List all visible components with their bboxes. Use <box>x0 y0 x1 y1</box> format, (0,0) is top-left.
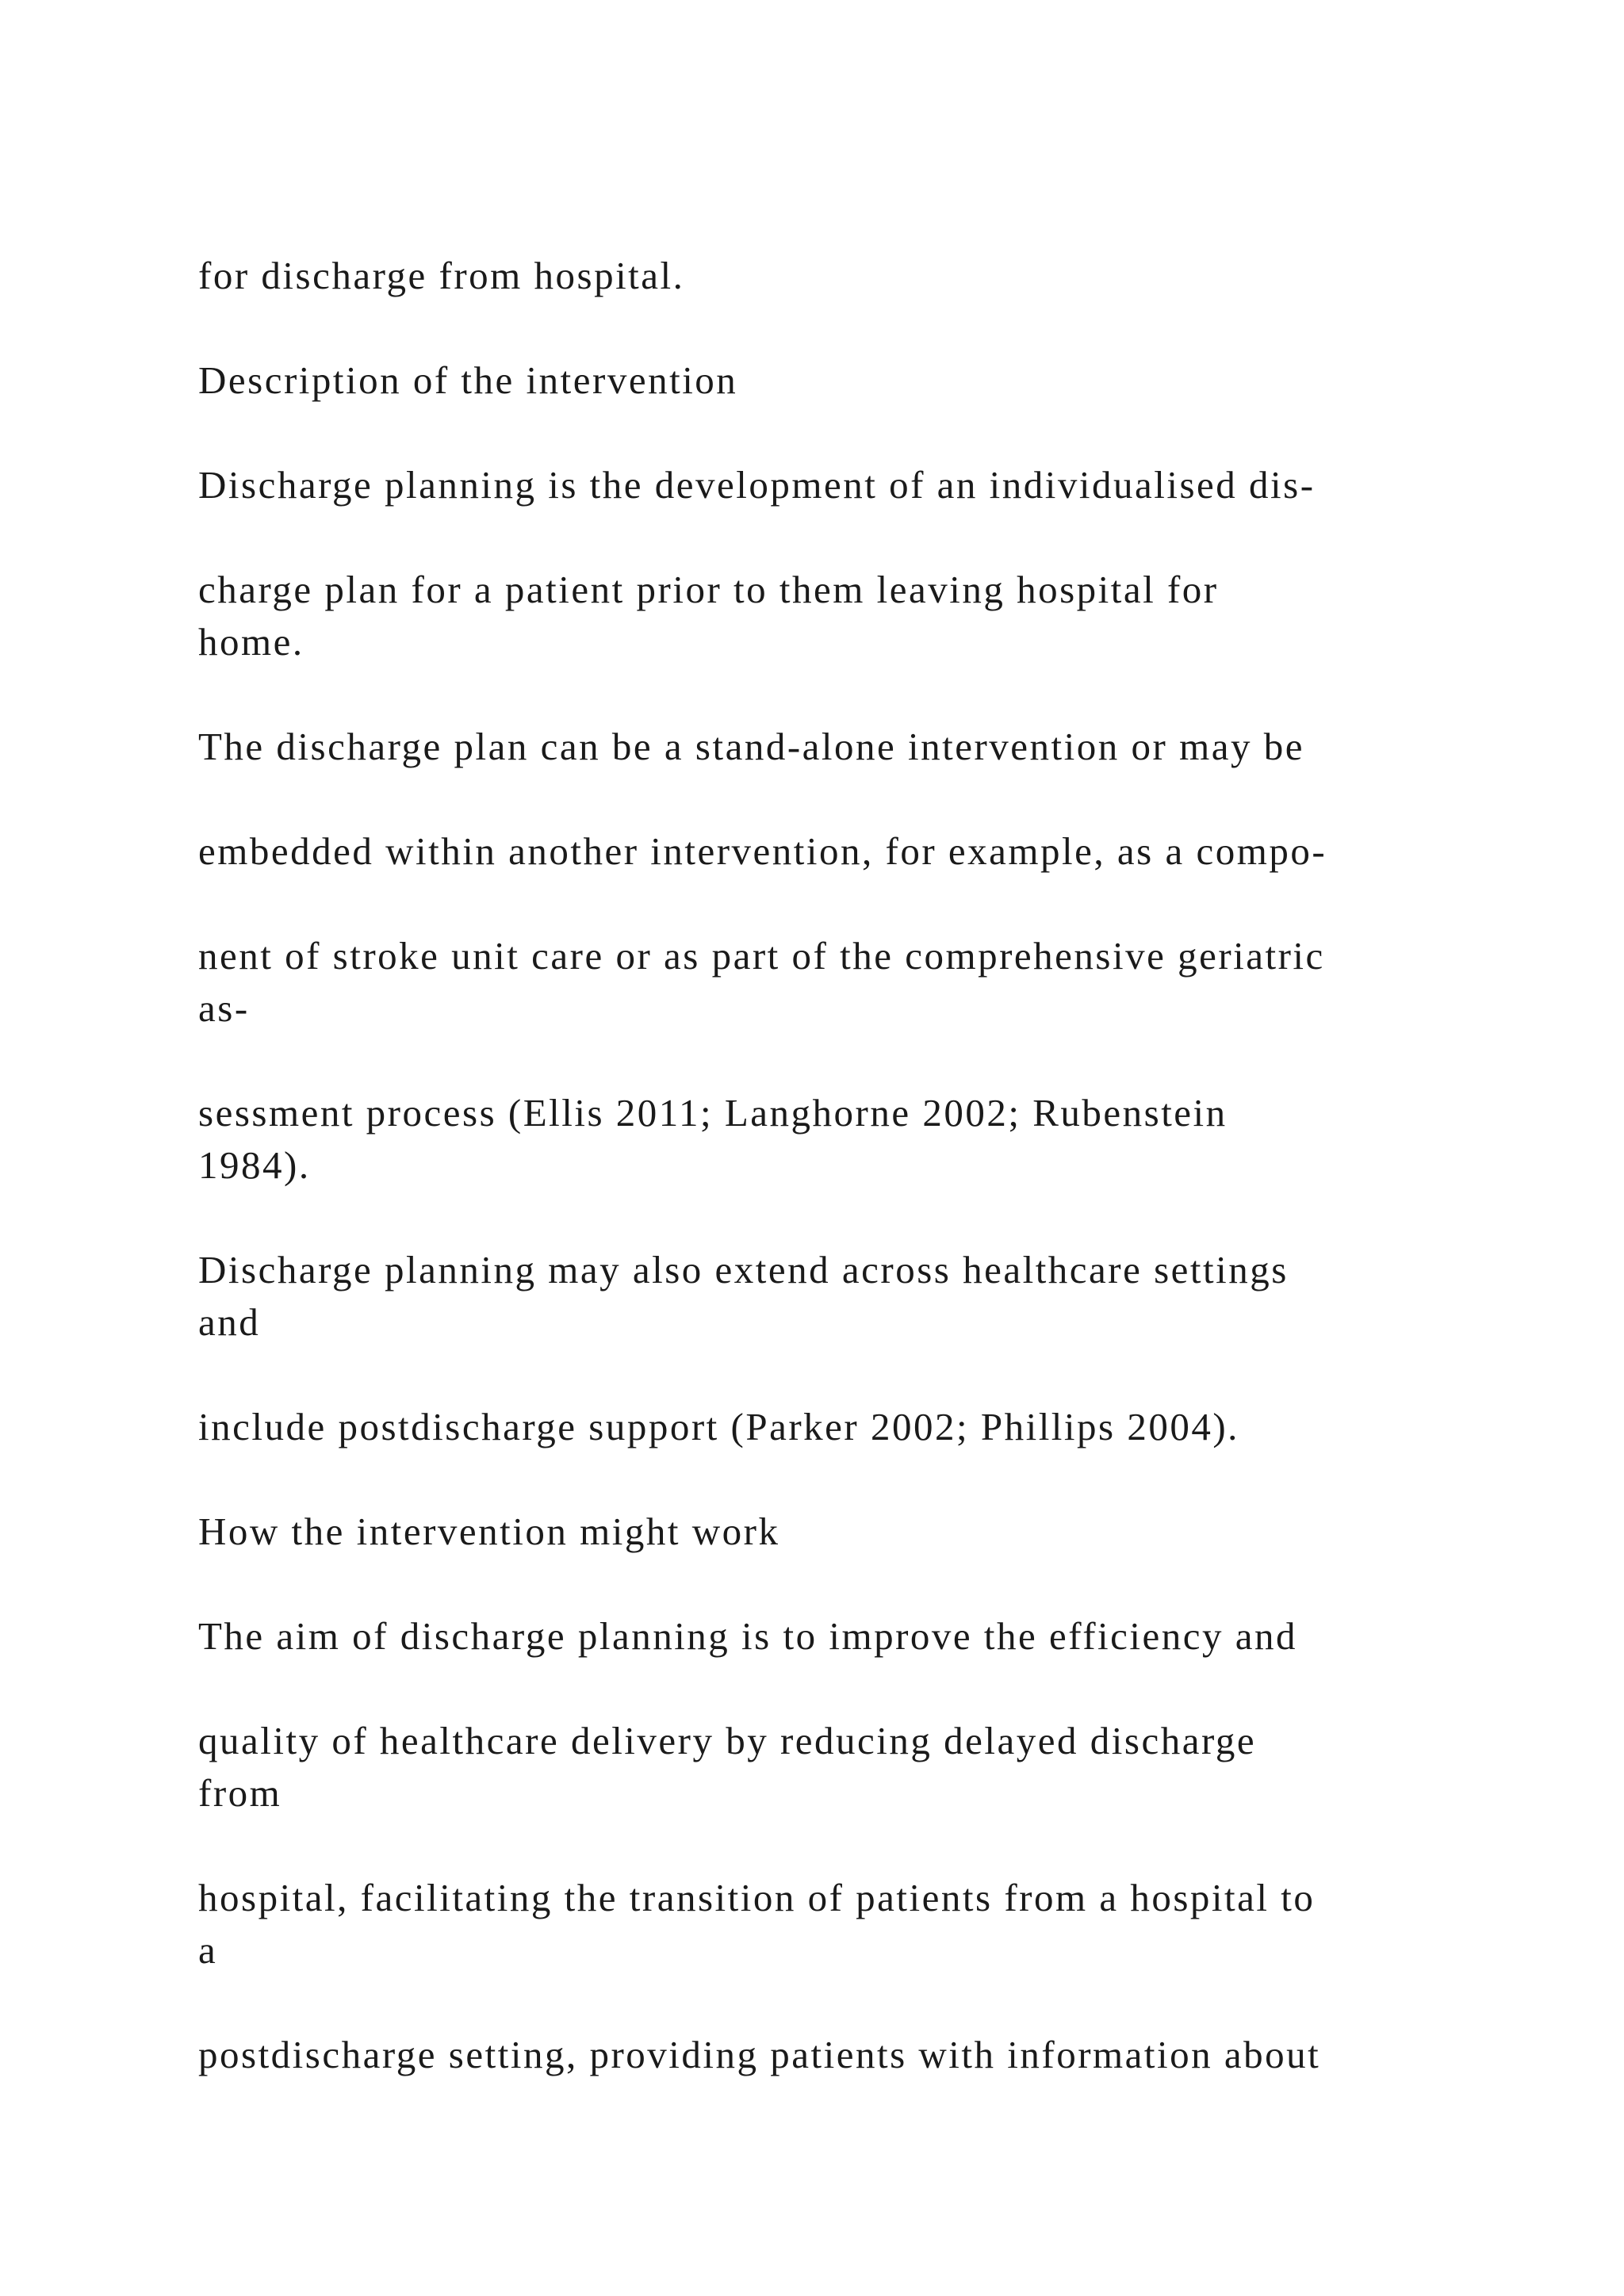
text-paragraph <box>198 1610 1451 1663</box>
text-line: embedded within another intervention, for example, as a compo- <box>198 829 1327 873</box>
text-line: Discharge planning may also extend across healthcare settings <box>198 1248 1289 1292</box>
section-heading <box>198 1506 1451 1558</box>
text-paragraph <box>198 1715 1451 1820</box>
text-line: home. <box>198 620 304 664</box>
text-paragraph <box>198 825 1451 878</box>
text-line: and <box>198 1300 261 1344</box>
text-line: 1984). <box>198 1143 311 1187</box>
text-paragraph <box>198 1872 1451 1976</box>
text-paragraph <box>198 564 1451 668</box>
text-paragraph <box>198 1244 1451 1349</box>
text-line: sessment process (Ellis 2011; Langhorne 2002; Rubenstein <box>198 1091 1228 1135</box>
text-paragraph <box>198 1401 1451 1453</box>
text-line: postdischarge setting, providing patients with information about <box>198 2033 1321 2076</box>
heading-text: How the intervention might work <box>198 1510 780 1553</box>
text-line: a <box>198 1928 218 1972</box>
text-line: quality of healthcare delivery by reducing delayed discharge <box>198 1719 1257 1762</box>
text-line: The aim of discharge planning is to improve the efficiency and <box>198 1614 1297 1658</box>
text-paragraph <box>198 1087 1451 1192</box>
text-paragraph <box>198 930 1451 1035</box>
text-line: The discharge plan can be a stand-alone intervention or may be <box>198 725 1304 768</box>
text-line: from <box>198 1771 282 1815</box>
text-line: Discharge planning is the development of an individualised dis- <box>198 463 1316 507</box>
text-line: for discharge from hospital. <box>198 254 685 297</box>
text-line: nent of stroke unit care or as part of the comprehensive geriatric <box>198 934 1325 978</box>
text-paragraph <box>198 250 1451 302</box>
section-heading <box>198 354 1451 407</box>
text-line: include postdischarge support (Parker 2002; Phillips 2004). <box>198 1405 1239 1448</box>
text-line: charge plan for a patient prior to them leaving hospital for <box>198 568 1219 611</box>
heading-text: Description of the intervention <box>198 358 738 402</box>
text-line: as- <box>198 986 250 1030</box>
text-paragraph <box>198 2029 1451 2081</box>
text-paragraph <box>198 459 1451 511</box>
text-line: hospital, facilitating the transition of patients from a hospital to <box>198 1876 1316 1919</box>
text-paragraph <box>198 721 1451 773</box>
